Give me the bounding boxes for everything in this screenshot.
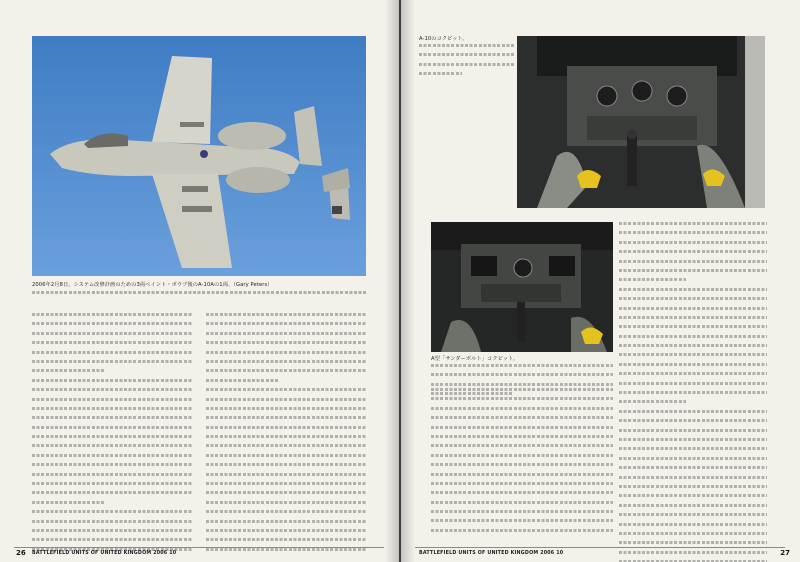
caption-text: 2006年2月8日、システム改修計画のための3両ペイント・ボウブ後のA-10Aの1両、 [32,282,234,288]
mid-caption [431,356,613,363]
body-column-3 [431,388,613,538]
photo-caption [32,282,366,289]
footer-rule-right [415,547,785,548]
cockpit-photo-bottom [431,222,613,352]
top-caption [419,36,515,43]
top-caption-lines [419,44,515,82]
body-column-1 [32,313,192,557]
page-number-left: 26 [16,549,26,557]
footer-rule [14,547,384,548]
caption-lines [32,291,366,300]
right-page [401,0,800,562]
page-number-right: 27 [780,549,790,557]
top-caption-text: A-10のコクピット。 [419,36,468,42]
aircraft-photo [32,36,366,276]
footer-right: BATTLEFIELD UNITS OF UNITED KINGDOM 2006 10 [419,551,564,556]
mid-caption-text: A型「サンダーボルト」コクピット。 [431,356,519,362]
body-column-4 [619,222,767,562]
cockpit-photo-top [517,36,765,208]
left-page [0,0,399,562]
footer-left: BATTLEFIELD UNITS OF UNITED KINGDOM 2006 10 [32,551,177,556]
caption-credit: （Gary Peters） [233,282,273,288]
body-column-2 [206,313,366,557]
